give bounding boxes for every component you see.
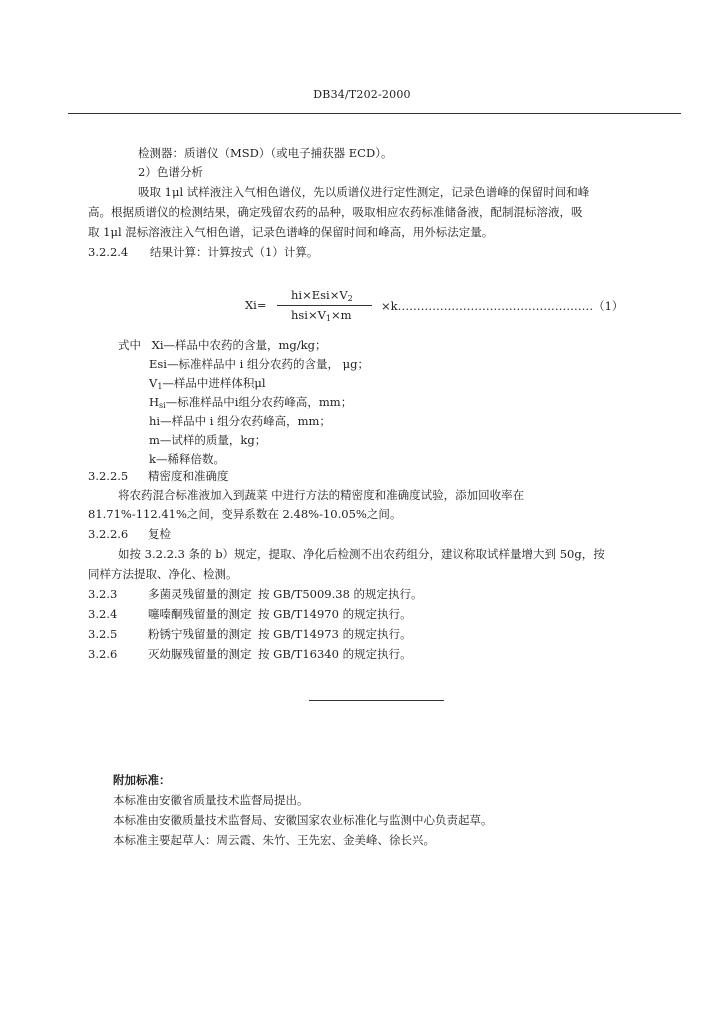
section-3226 — [88, 526, 171, 542]
variable-row: m—试样的质量，kg； — [149, 433, 267, 447]
s3225-para-line-2: 81.71%-112.41%之间，变异系数在 2.48%-10.05%之间。 — [88, 507, 402, 521]
formula-lhs: Xi= — [245, 298, 267, 312]
where-label: 式中 — [118, 338, 141, 352]
formula-numerator: $hi\times Esi\times V_2$ — [291, 288, 353, 303]
detector-line: 检测器：质谱仪（MSD）（或电子捕获器 ECD）。 — [138, 146, 393, 160]
section-number: 3.2.2.5 — [88, 469, 129, 483]
header-standard-code: DB34/T202-2000 — [313, 88, 411, 101]
method-row: 3.2.6 灭幼脲残留量的测定 按 GB/T16340 的规定执行。 — [88, 647, 412, 661]
step-2-title: 2）色谱分析 — [138, 165, 203, 179]
s3226-para-line-1: 如按 3.2.2.3 条的 b）规定，提取、净化后检测不出农药组分，建议称取试样量增大到 50g，按 — [118, 547, 605, 561]
variable-row: $V_1—$样品中进样体积μl — [149, 376, 266, 391]
method-row: 3.2.4 噻嗪酮残留量的测定 按 GB/T14970 的规定执行。 — [88, 607, 412, 621]
method-row: 3.2.5 粉锈宁残留量的测定 按 GB/T14973 的规定执行。 — [88, 627, 412, 641]
end-rule — [309, 700, 444, 701]
footer-notes — [113, 770, 493, 850]
variable-row: k—稀释倍数。 — [149, 452, 225, 466]
formula-1 — [0, 286, 724, 326]
variable-definitions — [118, 336, 369, 469]
section-number: 3.2.2.6 — [88, 527, 129, 541]
footer-title: 附加标准： — [113, 773, 171, 787]
header-rule — [68, 113, 681, 114]
fraction-bar — [277, 305, 372, 306]
para1-line-1: 吸取 1μl 试样液注入气相色谱仪，先以质谱仪进行定性测定，记录色谱峰的保留时间和峰 — [138, 185, 590, 199]
footer-line: 本标准主要起草人：周云霞、朱竹、王先宏、金美峰、徐长兴。 — [113, 833, 435, 847]
s3226-para-line-2: 同样方法提取、净化、检测。 — [88, 567, 238, 581]
section-3224 — [88, 244, 318, 260]
method-row: 3.2.3 多菌灵残留量的测定 按 GB/T5009.38 的规定执行。 — [88, 587, 423, 601]
para1-line-3: 取 1μl 混标溶液注入气相色谱，记录色谱峰的保留时间和峰高，用外标法定量。 — [88, 225, 494, 239]
section-number: 3.2.2.4 — [88, 245, 129, 259]
formula-tail: ×k……………………………………………（1） — [381, 299, 624, 313]
footer-line: 本标准由安徽质量技术监督局、安徽国家农业标准化与监测中心负责起草。 — [113, 813, 493, 827]
footer-line: 本标准由安徽省质量技术监督局提出。 — [113, 793, 309, 807]
para1-line-2: 高。根据质谱仪的检测结果，确定残留农药的品种，吸取相应农药标准储备液，配制混标溶液，吸 — [88, 205, 583, 219]
s3225-para-line-1: 将农药混合标准液加入到蔬菜 中进行方法的精密度和准确度试验，添加回收率在 — [118, 488, 525, 502]
variable-row: Esi—标准样品中 i 组分农药的含量， μg； — [149, 357, 369, 371]
formula-denominator: $hsi\times V_1\times m$ — [291, 308, 352, 323]
variable-row: 式中 Xi—样品中农药的含量，mg/kg； — [118, 336, 369, 355]
section-text: 复检 — [148, 527, 171, 541]
variable-row: hi—样品中 i 组分农药峰高，mm； — [149, 414, 331, 428]
section-text: 结果计算：计算按式（1）计算。 — [150, 245, 319, 259]
variable-row: $H_{si}—$标准样品中i组分农药峰高，mm； — [149, 395, 353, 410]
section-text: 精密度和准确度 — [148, 469, 229, 483]
section-3225 — [88, 468, 229, 484]
